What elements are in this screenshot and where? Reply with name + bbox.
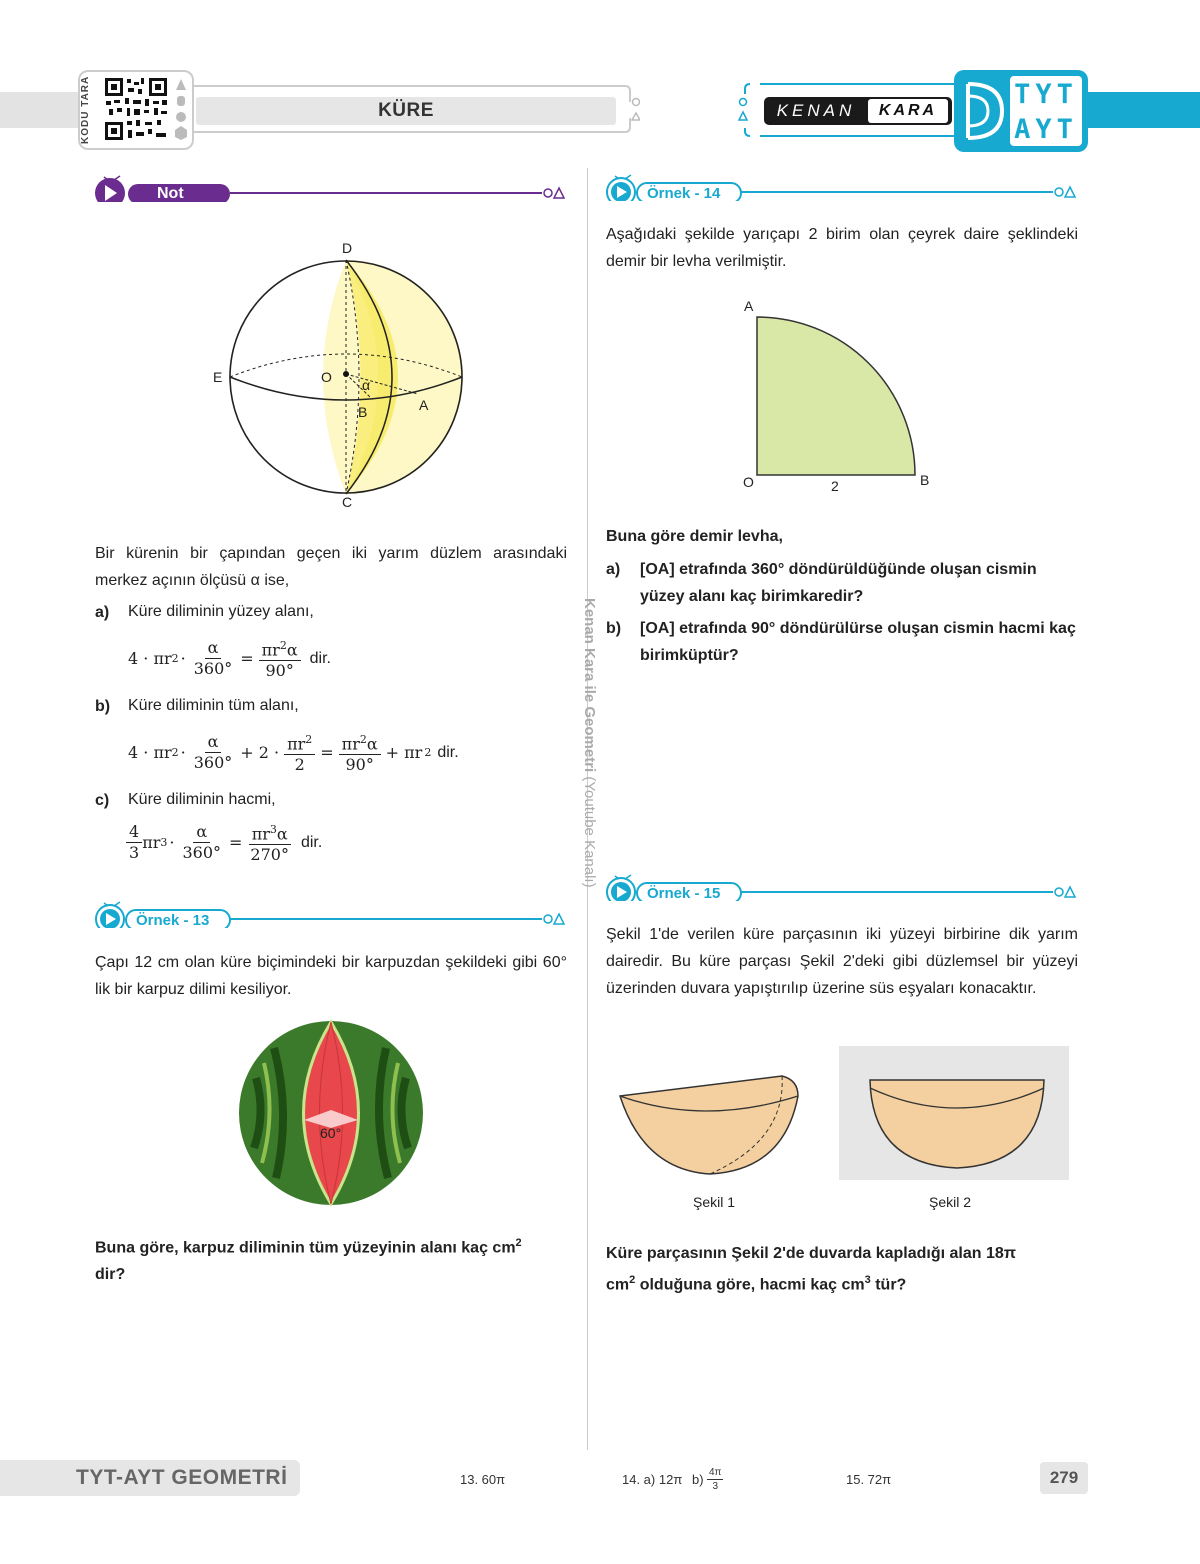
- footer-title: TYT-AYT GEOMETRİ: [76, 1466, 288, 1489]
- label-b: B: [358, 404, 368, 420]
- ornek13-question: Buna göre, karpuz diliminin tüm yüzeyinin alanı kaç $cm^2$ dir?: [95, 1237, 522, 1284]
- bowl-figure-1: [614, 1070, 804, 1180]
- header-left-band: [0, 92, 80, 128]
- watermelon-angle-label: 60°: [320, 1125, 342, 1141]
- not-item-a-letter: a): [95, 604, 110, 621]
- answer-14b-label: b): [692, 1472, 704, 1487]
- ornek15-question: Küre parçasının Şekil 2'de duvarda kapladığı alan 18π $cm^2$ olduğuna göre, hacmi kaç $cm^3$ tür?: [606, 1245, 1016, 1294]
- ornek15-text: Şekil 1'de verilen küre parçasının iki yüzeyi birbirine dik yarım dairedir. Bu küre parçası Şekil 2'deki gibi düzlemsel bir yüzeyi üzerinden duvara yapıştırılıp üzerine süs eşyaları konacaktır.: [606, 926, 1078, 997]
- side-channel-text: Kenan Kara ile Geometri (Youtube Kanalı): [581, 598, 598, 888]
- fig2-caption: Şekil 2: [929, 1194, 972, 1210]
- answer-14a: 14. a) 12π: [622, 1472, 683, 1487]
- label-d: D: [342, 240, 353, 256]
- answer-13: 13. 60π: [460, 1472, 506, 1487]
- ornek14-prompt: Buna göre demir levha,: [606, 528, 783, 545]
- ornek14-item-b-text: [OA] etrafında 90° döndürülürse oluşan cismin hacmi kaç birimküptür?: [640, 620, 1076, 664]
- sphere-slice-figure: [200, 238, 480, 514]
- ornek13-label: Örnek - 13: [136, 912, 210, 929]
- formula-a: 4 · πr 2 · $\frac{\alpha}{360^\circ}$ = $\frac{\pi r^2\alpha}{90^\circ}$ dir.: [128, 636, 331, 681]
- ornek13-text: Çapı 12 cm olan küre biçimindeki bir karpuzdan şekildeki gibi 60° lik bir karpuz dilimi kesiliyor.: [95, 954, 567, 998]
- not-item-c-letter: c): [95, 792, 110, 809]
- badge-ayt: AYT: [1014, 114, 1078, 145]
- qr-label: KODU TARA: [80, 75, 91, 145]
- bowl-figure-2: [864, 1074, 1050, 1174]
- answer-15: 15. 72π: [846, 1472, 892, 1487]
- not-label: Not: [157, 185, 184, 202]
- label-alpha: α: [362, 377, 371, 393]
- quarter-label-a: A: [744, 298, 754, 314]
- brand-last-name: KARA: [868, 99, 948, 123]
- qr-code-icon[interactable]: [103, 76, 169, 142]
- not-item-c-text: Küre diliminin hacmi,: [128, 791, 276, 808]
- page-number: 279: [1040, 1462, 1088, 1494]
- ornek14-item-a-text: [OA] etrafında 360° döndürüldüğünde oluşan cismin yüzey alanı kaç birimkaredir?: [640, 561, 1037, 605]
- not-item-a-text: Küre diliminin yüzey alanı,: [128, 603, 314, 620]
- quarter-label-b: B: [920, 472, 930, 488]
- answer-14b-fraction: 4π 3: [709, 1467, 722, 1492]
- ornek14-item-a-letter: a): [606, 561, 621, 578]
- label-c: C: [342, 494, 353, 510]
- ornek14-item-b-letter: b): [606, 620, 622, 637]
- not-item-b-letter: b): [95, 698, 111, 715]
- ornek15-label: Örnek - 15: [647, 885, 721, 902]
- label-a: A: [419, 397, 429, 413]
- quarter-label-radius: 2: [831, 478, 839, 494]
- label-o: O: [321, 369, 332, 385]
- badge-tyt: TYT: [1014, 79, 1078, 110]
- label-e: E: [213, 369, 223, 385]
- protractor-icon: [962, 80, 1006, 142]
- not-intro: Bir kürenin bir çapından geçen iki yarım düzlem arasındaki merkez açının ölçüsü α ise,: [95, 545, 567, 589]
- watermelon-figure: [236, 1018, 426, 1208]
- brand-first-name: KENAN: [776, 101, 856, 120]
- formula-c: $\frac{4}{3}$ πr 3 · $\frac{\alpha}{360^\circ}$ = $\frac{\pi r^3\alpha}{270^\circ}$ dir.: [126, 820, 322, 865]
- ornek14-label: Örnek - 14: [647, 185, 721, 202]
- header-right-band: [1080, 92, 1200, 128]
- shape-icons: [173, 76, 189, 142]
- formula-b: 4 · πr 2 · $\frac{\alpha}{360^\circ}$ + 2 · $\frac{\pi r^2}{2}$ = $\frac{\pi r^2\alpha}{90^\circ}$ + πr 2 dir.: [128, 730, 459, 775]
- page-title: KÜRE: [196, 97, 616, 125]
- ornek14-text: Aşağıdaki şekilde yarıçapı 2 birim olan çeyrek daire şeklindeki demir bir levha verilmiştir.: [606, 226, 1078, 270]
- quarter-circle-figure: [754, 314, 918, 478]
- fig1-caption: Şekil 1: [693, 1194, 736, 1210]
- quarter-label-o: O: [743, 474, 754, 490]
- not-item-b-text: Küre diliminin tüm alanı,: [128, 697, 299, 714]
